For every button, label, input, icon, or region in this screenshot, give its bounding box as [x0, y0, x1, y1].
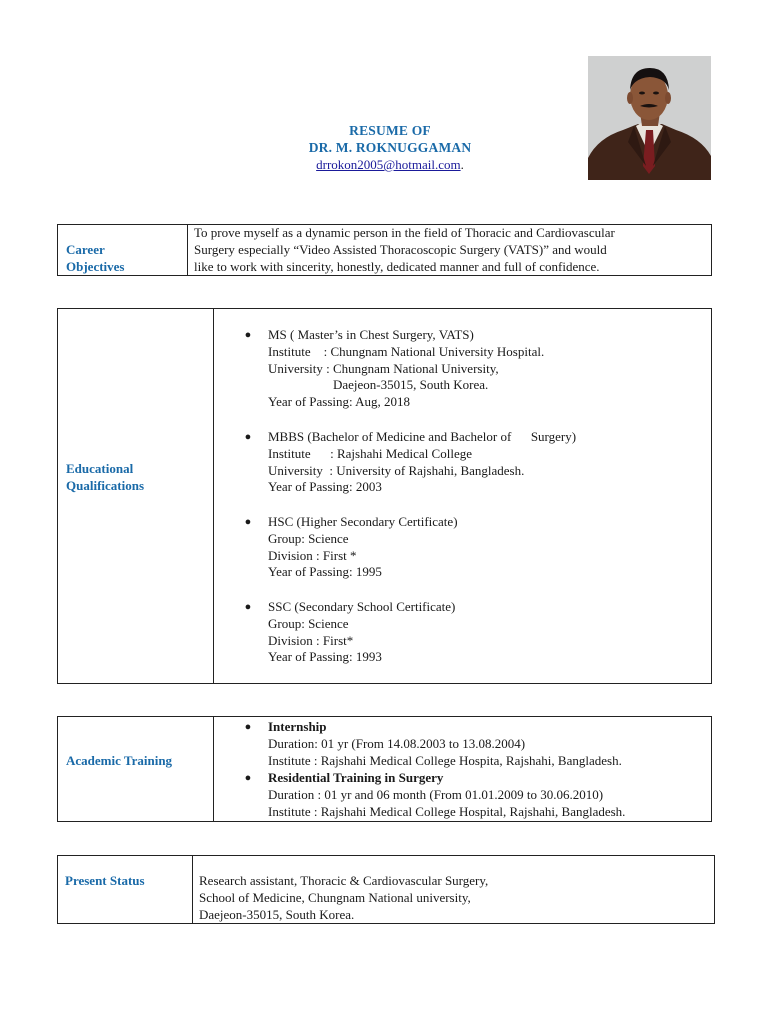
email-line: [280, 156, 500, 173]
education-item-line: Year of Passing: Aug, 2018: [268, 394, 411, 410]
education-item-title: MS ( Master’s in Chest Surgery, VATS): [268, 327, 474, 342]
status-divider: [192, 856, 193, 923]
education-item-line: Daejeon-35015, South Korea.: [268, 377, 489, 393]
status-line: School of Medicine, Chungnam National university,: [199, 889, 471, 905]
status-line: Daejeon-35015, South Korea.: [199, 906, 355, 922]
present-status-text: [199, 873, 699, 923]
education-item-line: Institute : Rajshahi Medical College: [268, 445, 472, 461]
present-status-section: [57, 855, 715, 924]
education-item-line: Year of Passing: 2003: [268, 479, 382, 495]
education-item-title: SSC (Secondary School Certificate): [268, 599, 456, 614]
bullet-icon: ●: [244, 431, 252, 443]
training-divider: [213, 717, 214, 821]
education-item-line: Division : First *: [268, 547, 357, 563]
career-objectives-section: [57, 224, 712, 276]
education-item-line: Group: Science: [268, 530, 349, 546]
education-item-title: MBBS (Bachelor of Medicine and Bachelor of Surgery): [268, 429, 577, 444]
email-suffix: .: [460, 157, 464, 172]
education-item-title: HSC (Higher Secondary Certificate): [268, 514, 458, 529]
bullet-icon: ●: [244, 516, 252, 528]
education-item-line: Group: Science: [268, 615, 349, 631]
career-divider: [187, 225, 188, 275]
education-label-line2: Qualifications: [66, 478, 145, 493]
education-divider: [213, 309, 214, 683]
training-item-title: Internship: [268, 719, 327, 734]
profile-photo: [588, 56, 711, 180]
candidate-name: DR. M. ROKNUGGAMAN: [308, 140, 472, 155]
status-line: Research assistant, Thoracic & Cardiovascular Surgery,: [199, 873, 489, 888]
academic-training-label: Academic Training: [66, 753, 173, 768]
career-label-line1: Career: [66, 242, 105, 257]
career-label-line2: Objectives: [66, 259, 125, 274]
education-item-line: Institute : Chungnam National University Hospital.: [268, 343, 545, 359]
education-item-line: University : Chungnam National University,: [268, 360, 499, 376]
bullet-icon: ●: [244, 329, 252, 341]
training-item-title: Residential Training in Surgery: [268, 770, 444, 785]
training-item-line: Institute : Rajshahi Medical College Hospita, Rajshahi, Bangladesh.: [268, 752, 622, 768]
training-item-line: Institute : Rajshahi Medical College Hospital, Rajshahi, Bangladesh.: [268, 803, 626, 819]
bullet-icon: ●: [244, 721, 252, 733]
email-link[interactable]: drrokon2005@hotmail.com: [316, 157, 461, 172]
training-item-line: Duration: 01 yr (From 14.08.2003 to 13.08.2004): [268, 735, 526, 751]
education-label: [66, 460, 144, 494]
present-status-label: Present Status: [65, 873, 145, 888]
education-item-line: Year of Passing: 1995: [268, 564, 382, 580]
career-objectives-text: [194, 225, 706, 275]
portrait-image: [588, 56, 711, 180]
career-objectives-label: [66, 241, 124, 275]
resume-header: [280, 122, 500, 173]
career-text-line: like to work with sincerity, honestly, dedicated manner and full of confidence.: [194, 258, 600, 274]
education-item-line: Division : First*: [268, 632, 354, 648]
bullet-icon: ●: [244, 772, 252, 784]
career-text-line: To prove myself as a dynamic person in the field of Thoracic and Cardiovascular: [194, 225, 615, 240]
academic-training-section: [57, 716, 712, 822]
education-section: [57, 308, 712, 684]
career-text-line: Surgery especially “Video Assisted Thoracoscopic Surgery (VATS)” and would: [194, 241, 607, 257]
training-item-line: Duration : 01 yr and 06 month (From 01.01.2009 to 30.06.2010): [268, 786, 604, 802]
resume-title: RESUME OF: [349, 123, 431, 138]
bullet-icon: ●: [244, 601, 252, 613]
education-label-line1: Educational: [66, 461, 134, 476]
education-item-line: University : University of Rajshahi, Bangladesh.: [268, 462, 525, 478]
education-item-line: Year of Passing: 1993: [268, 649, 382, 665]
